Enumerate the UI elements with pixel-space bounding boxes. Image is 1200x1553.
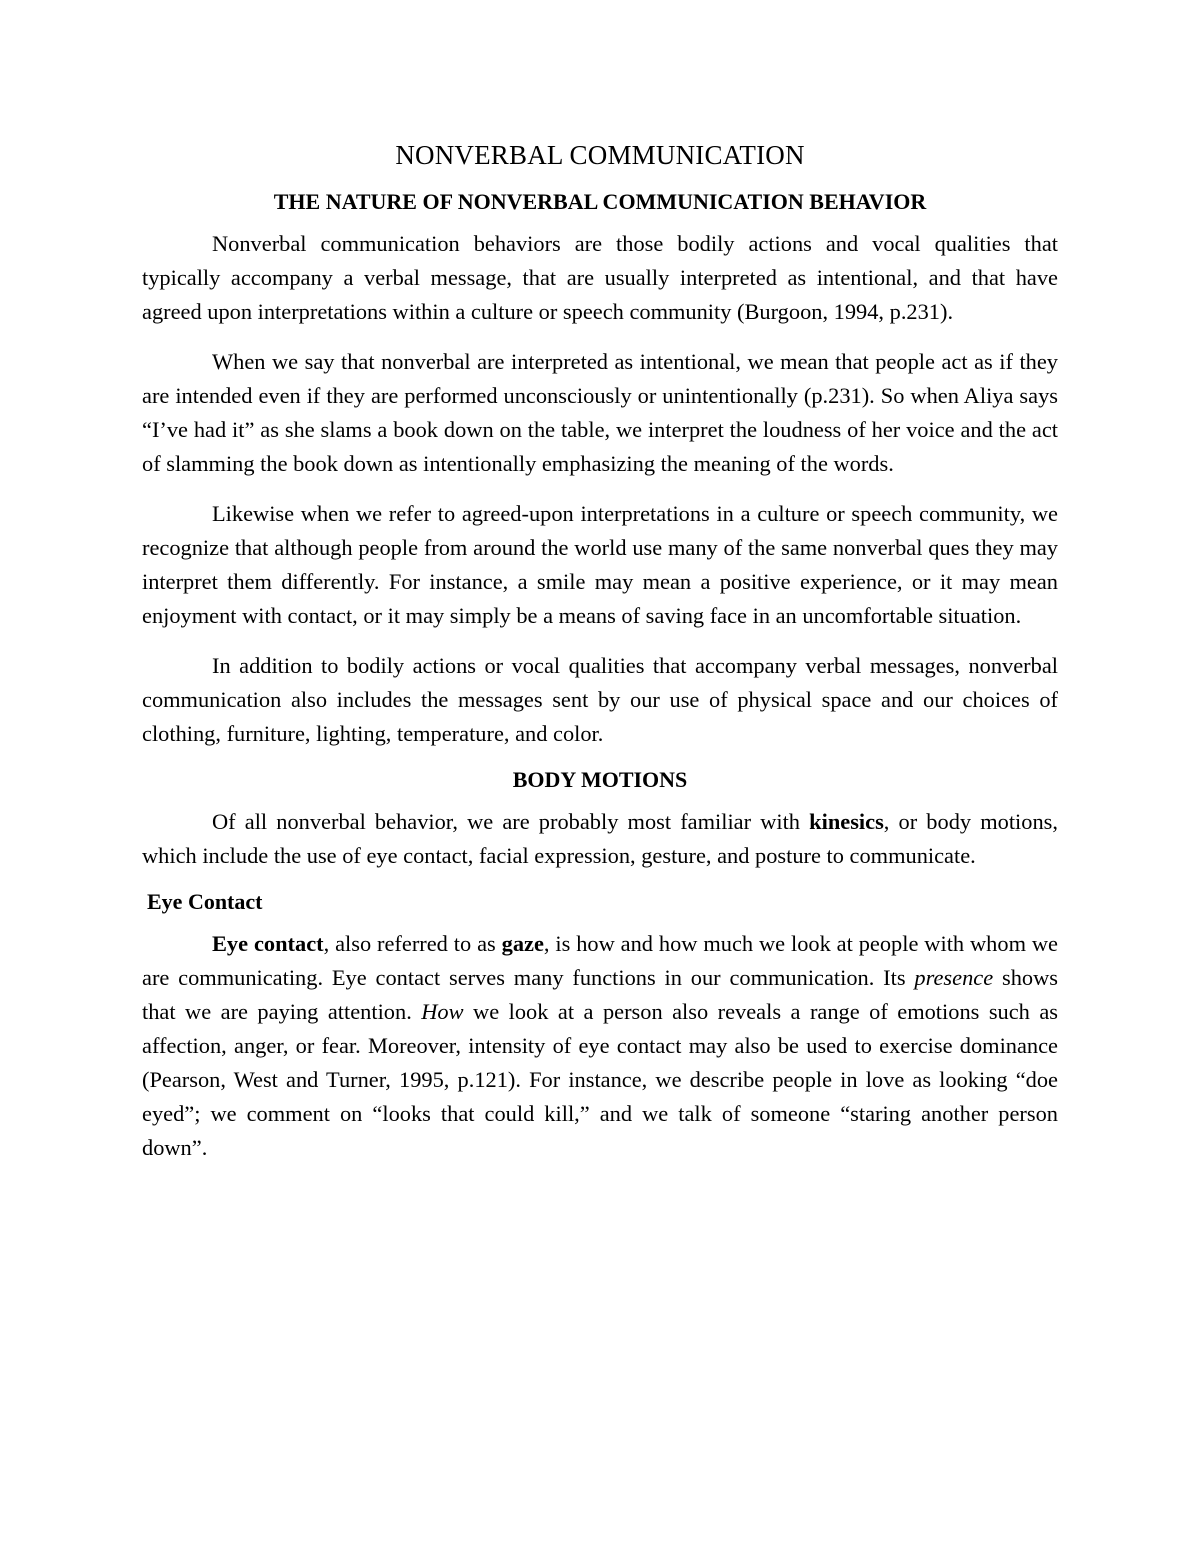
emphasis-how: How (421, 999, 464, 1024)
text-run: , also referred to as (323, 931, 502, 956)
section-heading-nature: THE NATURE OF NONVERBAL COMMUNICATION BEHAVIOR (273, 189, 927, 214)
paragraph-agreed-upon: Likewise when we refer to agreed-upon interpretations in a culture or speech community, we recognize that although people from around the world use many of the same nonverbal ques they may interpret them differently. For instance, a smile may mean a positive experience, or it may mean enjoyment with contact, or it may simply be a means of saving face in an uncomfortable situation. (142, 501, 1058, 628)
term-eye-contact: Eye contact (212, 931, 324, 956)
subheading-eye-contact: Eye Contact (147, 889, 263, 914)
document-page (142, 140, 1058, 1181)
text-run: we look at a person also reveals a range of emotions such as affection, anger, or fear. Moreover, intensity of eye contact may also be used to exercise dominance (Pearson, West and Turner, 1995, p.121). For instance, we describe people in love as looking “doe eyed”; we comment on “looks that could kill,” and we talk of someone “staring another person down”. (142, 999, 1058, 1160)
document-title: NONVERBAL COMMUNICATION (395, 140, 805, 170)
text-run: shows that we are paying attention. (142, 965, 1058, 1024)
text-run: Of all nonverbal behavior, we are probably most familiar with (212, 809, 810, 834)
section-heading-body-motions: BODY MOTIONS (512, 767, 688, 792)
text-run: , is how and how much we look at people with whom we are communicating. Eye contact serves many functions in our communication. Its (142, 931, 1058, 990)
term-kinesics: kinesics (809, 809, 884, 834)
paragraph-intentional: When we say that nonverbal are interpreted as intentional, we mean that people act as if they are intended even if they are performed unconsciously or unintentionally (p.231). So when Aliya says “I’ve had it” as she slams a book down on the table, we interpret the loudness of her voice and the act of slamming the book down as intentionally emphasizing the meaning of the words. (142, 349, 1058, 476)
paragraph-definition: Nonverbal communication behaviors are those bodily actions and vocal qualities that typically accompany a verbal message, that are usually interpreted as intentional, and that have agreed upon interpretations within a culture or speech community (Burgoon, 1994, p.231). (142, 231, 1058, 324)
paragraph-physical-space: In addition to bodily actions or vocal qualities that accompany verbal messages, nonverbal communication also includes the messages sent by our use of physical space and our choices of clothing, furniture, lighting, temperature, and color. (142, 653, 1058, 746)
emphasis-presence: presence (914, 965, 994, 990)
paragraph-eye-contact (142, 927, 1058, 1165)
term-gaze: gaze (501, 931, 544, 956)
paragraph-kinesics (142, 805, 1058, 873)
text-run: , or body motions, which include the use of eye contact, facial expression, gesture, and posture to communicate. (142, 809, 1058, 868)
